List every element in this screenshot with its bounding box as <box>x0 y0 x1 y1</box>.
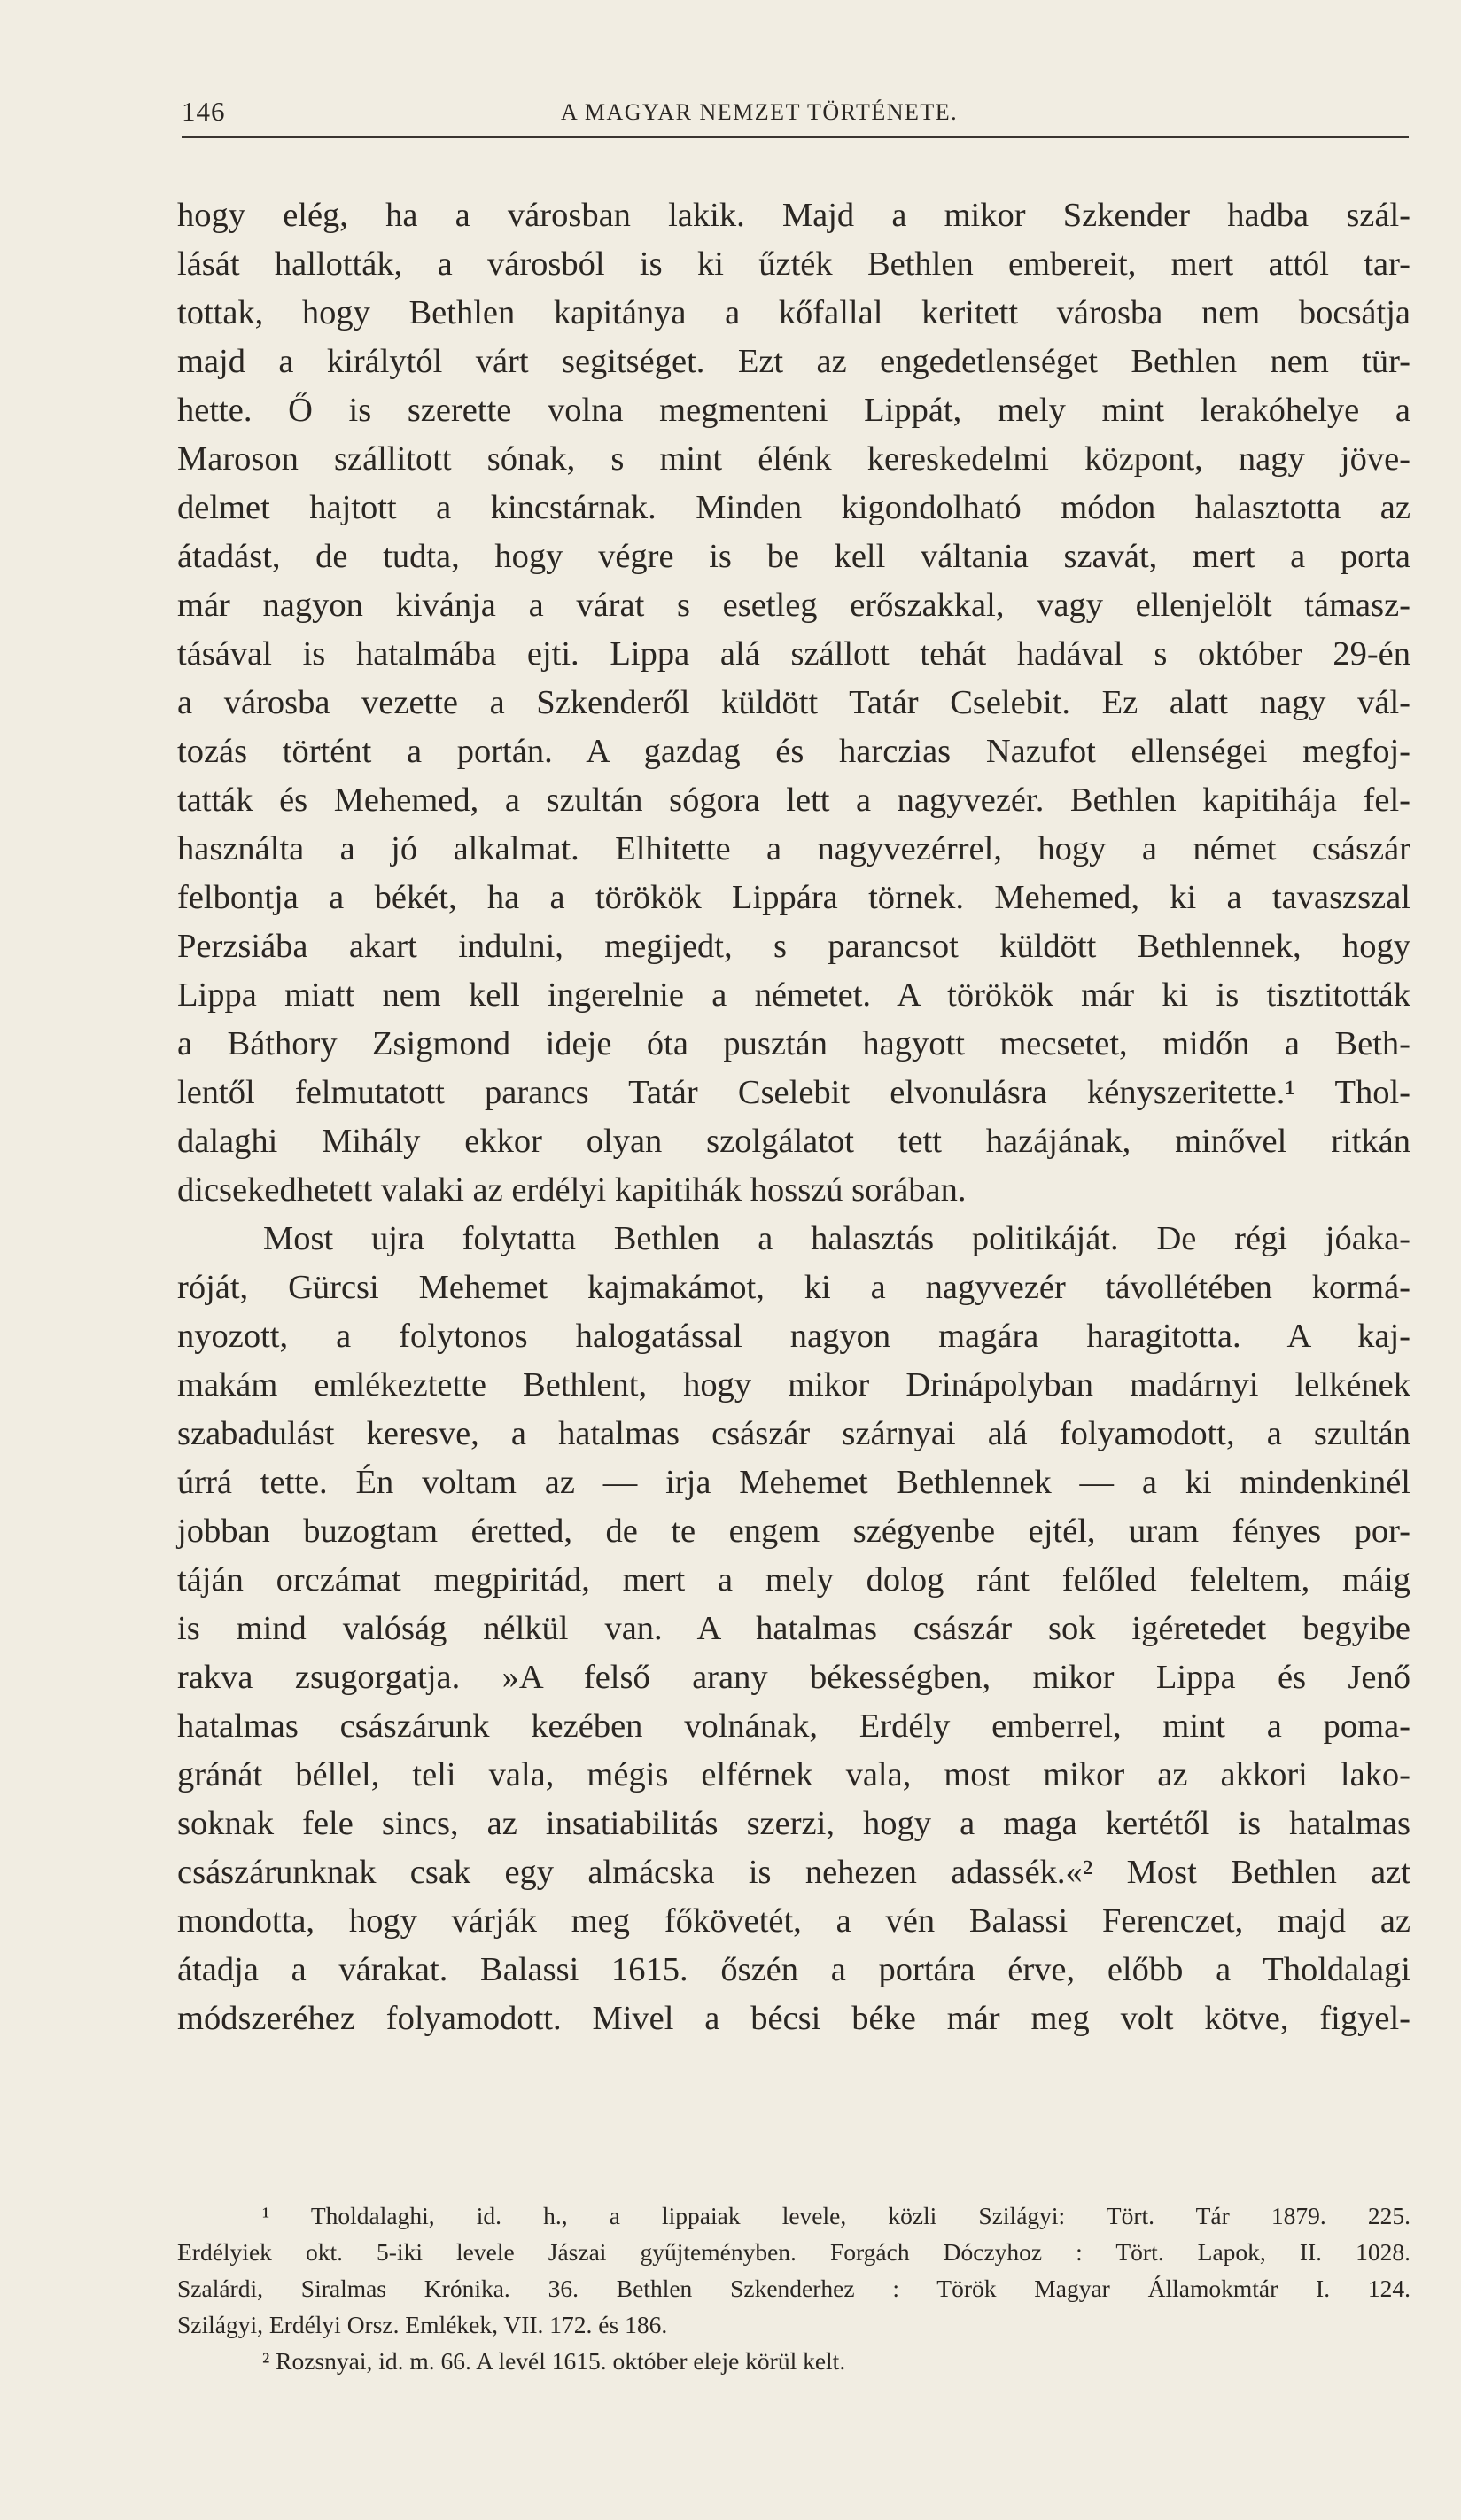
text-line: szabadulást keresve, a hatalmas császár szárnyai alá folyamodott, a szultán <box>177 1415 1410 1452</box>
text-line: átadást, de tudta, hogy végre is be kell váltania szavát, mert a porta <box>177 538 1410 575</box>
main-text <box>177 191 1410 2043</box>
text-line: hette. Ő is szerette volna megmenteni Lippát, mely mint lerakóhelye a <box>177 392 1410 429</box>
text-line: táján orczámat megpiritád, mert a mely dolog ránt felőled feleltem, máig <box>177 1561 1410 1598</box>
text-line: lentől felmutatott parancs Tatár Cselebit elvonulásra kényszeritette.¹ Thol- <box>177 1074 1410 1111</box>
text-line: a Báthory Zsigmond ideje óta pusztán hagyott mecsetet, midőn a Beth- <box>177 1025 1410 1062</box>
page-number: 146 <box>182 96 226 127</box>
text-line: Maroson szállitott sónak, s mint élénk kereskedelmi központ, nagy jöve- <box>177 440 1410 478</box>
text-line: soknak fele sincs, az insatiabilitás szerzi, hogy a maga kertétől is hatalmas <box>177 1805 1410 1842</box>
header-rule <box>182 136 1409 138</box>
text-line: Perzsiába akart indulni, megijedt, s parancsot küldött Bethlennek, hogy <box>177 928 1410 965</box>
footnotes <box>177 2197 1410 2379</box>
text-line: mondotta, hogy várják meg főkövetét, a vén Balassi Ferenczet, majd az <box>177 1902 1410 1940</box>
text-line: tottak, hogy Bethlen kapitánya a kőfallal keritett városba nem bocsátja <box>177 294 1410 331</box>
footnote-1-line: Szilágyi, Erdélyi Orsz. Emlékek, VII. 172. és 186. <box>177 2311 668 2338</box>
footnote-1-line: Erdélyiek okt. 5-iki levele Jászai gyűjteményben. Forgách Dóczyhoz : Tört. Lapok, II. 1028. <box>177 2238 1410 2266</box>
text-line: is mind valóság nélkül van. A hatalmas császár sok igéretedet begyibe <box>177 1610 1410 1647</box>
text-line: használta a jó alkalmat. Elhitette a nagyvezérrel, hogy a német császár <box>177 830 1410 867</box>
text-line: a városba vezette a Szkenderől küldött Tatár Cselebit. Ez alatt nagy vál- <box>177 684 1410 721</box>
text-line: átadja a várakat. Balassi 1615. őszén a portára érve, előbb a Tholdalagi <box>177 1951 1410 1988</box>
text-line: makám emlékeztette Bethlent, hogy mikor Drinápolyban madárnyi lelkének <box>177 1366 1410 1404</box>
footnote-1-line: ¹ Tholdalaghi, id. h., a lippaiak levele, közli Szilágyi: Tört. Tár 1879. 225. <box>262 2202 1410 2229</box>
running-title: A MAGYAR NEMZET TÖRTÉNETE. <box>561 99 959 125</box>
text-line: tozás történt a portán. A gazdag és harczias Nazufot ellenségei megfoj- <box>177 733 1410 770</box>
paragraph-start-line: Most ujra folytatta Bethlen a halasztás politikáját. De régi jóaka- <box>263 1220 1410 1257</box>
text-line: majd a királytól várt segitséget. Ezt az engedetlenséget Bethlen nem tür- <box>177 343 1410 380</box>
text-line: császárunknak csak egy almácska is nehezen adassék.«² Most Bethlen azt <box>177 1854 1410 1891</box>
text-line: módszeréhez folyamodott. Mivel a bécsi béke már meg volt kötve, figyel- <box>177 2000 1410 2037</box>
text-line: dalaghi Mihály ekkor olyan szolgálatot tett hazájának, minővel ritkán <box>177 1123 1410 1160</box>
page-header <box>182 96 1409 135</box>
text-line: nyozott, a folytonos halogatással nagyon magára haragitotta. A kaj- <box>177 1318 1410 1355</box>
text-line: lását hallották, a városból is ki űzték Bethlen embereit, mert attól tar- <box>177 245 1410 283</box>
text-line: hogy elég, ha a városban lakik. Majd a mikor Szkender hadba szál- <box>177 197 1410 234</box>
footnote-1-line: Szalárdi, Siralmas Krónika. 36. Bethlen Szkenderhez : Török Magyar Államokmtár I. 124. <box>177 2275 1410 2302</box>
paragraph-end-line: dicsekedhetett valaki az erdélyi kapitihák hosszú sorában. <box>177 1171 967 1209</box>
footnote-2-line: ² Rozsnyai, id. m. 66. A levél 1615. október eleje körül kelt. <box>262 2347 846 2375</box>
text-line: delmet hajtott a kincstárnak. Minden kigondolható módon halasztotta az <box>177 489 1410 526</box>
text-line: gránát béllel, teli vala, mégis elférnek vala, most mikor az akkori lako- <box>177 1756 1410 1793</box>
text-line: róját, Gürcsi Mehemet kajmakámot, ki a nagyvezér távollétében kormá- <box>177 1269 1410 1306</box>
text-line: tásával is hatalmába ejti. Lippa alá szállott tehát hadával s október 29-én <box>177 635 1410 673</box>
text-line: jobban buzogtam éretted, de te engem szégyenbe ejtél, uram fényes por- <box>177 1513 1410 1550</box>
text-line: Lippa miatt nem kell ingerelnie a németet. A törökök már ki is tisztitották <box>177 976 1410 1014</box>
text-line: rakva zsugorgatja. »A felső arany békességben, mikor Lippa és Jenő <box>177 1659 1410 1696</box>
text-line: úrrá tette. Én voltam az — irja Mehemet Bethlennek — a ki mindenkinél <box>177 1464 1410 1501</box>
text-line: tatták és Mehemed, a szultán sógora lett a nagyvezér. Bethlen kapitihája fel- <box>177 782 1410 819</box>
text-line: már nagyon kivánja a várat s esetleg erőszakkal, vagy ellenjelölt támasz- <box>177 587 1410 624</box>
text-line: hatalmas császárunk kezében volnának, Erdély emberrel, mint a poma- <box>177 1707 1410 1745</box>
text-line: felbontja a békét, ha a törökök Lippára törnek. Mehemed, ki a tavaszszal <box>177 879 1410 916</box>
